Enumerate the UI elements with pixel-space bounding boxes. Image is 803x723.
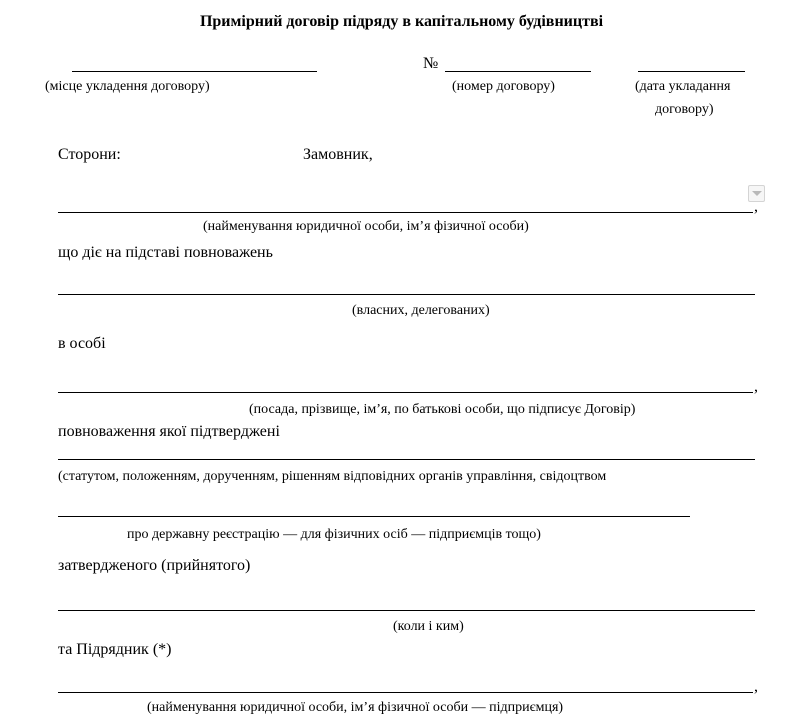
approved-hint: (коли і ким) (393, 619, 464, 634)
number-sign: № (423, 55, 439, 72)
page-title: Примірний договір підряду в капітальному будівництві (199, 13, 604, 30)
comma-after-contractor-name: , (754, 678, 758, 695)
blank-approved-line (58, 610, 755, 611)
comma-after-person: , (754, 378, 758, 395)
chevron-down-icon (752, 191, 762, 196)
blank-contractor-name-line (58, 692, 753, 693)
comma-after-customer-name: , (754, 198, 758, 215)
blank-date-field (638, 71, 745, 72)
contractor-name-hint: (найменування юридичної особи, ім’я фізичної особи — підприємця) (147, 700, 564, 715)
blank-powers-line-1 (58, 459, 755, 460)
contractor-heading: та Підрядник (*) (58, 641, 172, 658)
blank-person-line (58, 392, 753, 393)
number-field-label: (номер договору) (452, 79, 555, 94)
approved-heading: затвердженого (прийнятого) (58, 557, 251, 574)
place-field-label: (місце укладення договору) (45, 79, 210, 94)
in-person-text: в особі (58, 335, 106, 352)
blank-customer-name-line (58, 212, 753, 213)
blank-place-field (72, 71, 317, 72)
parties-intro: Сторони: (58, 146, 121, 163)
customer-name-hint: (найменування юридичної особи, ім’я фізичної особи) (203, 219, 529, 234)
acts-on-authority-text: що діє на підставі повноважень (58, 244, 273, 261)
person-hint: (посада, прізвище, ім’я, по батькові особи, що підписує Договір) (249, 402, 636, 417)
date-field-label-line1: (дата укладання (635, 79, 731, 94)
blank-number-field (445, 71, 591, 72)
powers-confirmed-text: повноваження якої підтверджені (58, 423, 280, 440)
customer-heading: Замовник, (303, 146, 373, 163)
blank-authority-line (58, 294, 755, 295)
powers-hint-line2: про державну реєстрацію — для фізичних осіб — підприємців тощо) (127, 527, 541, 542)
date-field-label-line2: договору) (655, 102, 714, 117)
authority-hint: (власних, делегованих) (352, 303, 490, 318)
powers-hint-line1: (статутом, положенням, дорученням, рішенням відповідних органів управління, свідоцтвом (58, 469, 607, 484)
blank-powers-line-2 (58, 516, 690, 517)
